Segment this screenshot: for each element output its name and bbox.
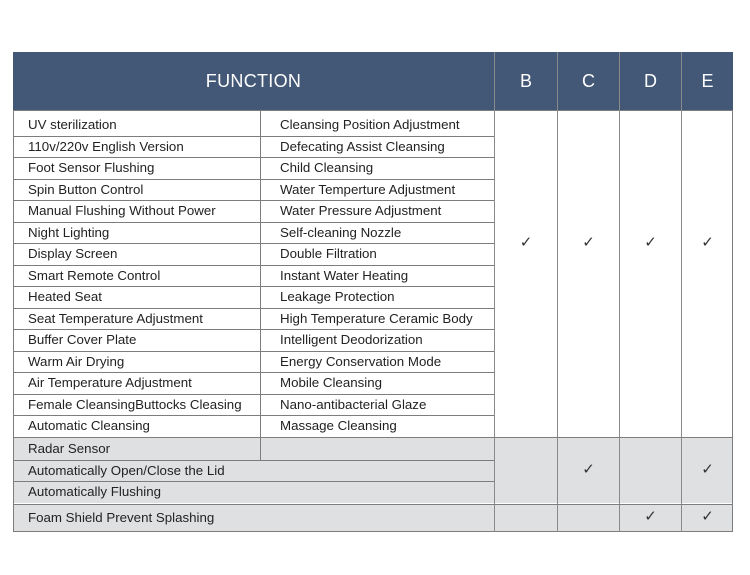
feature-cell: Energy Conservation Mode [280,353,442,369]
grid-line [494,52,495,532]
grid-line [13,329,494,330]
grid-line [13,110,733,111]
feature-cell: 110v/220v English Version [28,138,184,154]
feature-cell: Intelligent Deodorization [280,332,423,347]
grid-line [13,460,494,461]
feature-cell: Massage Cleansing [280,418,397,433]
grid-line [619,52,620,532]
grid-line [13,157,494,158]
grid-line [13,243,494,244]
function-comparison-table [13,52,733,532]
feature-cell: Child Cleansing [280,160,374,175]
grid-line [13,415,494,416]
feature-cell: Buffer Cover Plate [28,332,137,347]
grid-line [13,136,494,137]
grid-line [13,394,494,395]
feature-cell: Double Filtration [280,246,377,261]
check-mark-c: ✓ [582,233,595,251]
header-model-e: E [682,52,733,110]
check-mark-e: ✓ [701,460,714,478]
feature-cell: Air Temperature Adjustment [28,375,192,390]
check-mark-c: ✓ [582,460,595,478]
grid-line [13,437,733,438]
feature-cell: Water Pressure Adjustment [280,203,442,218]
grid-line [13,481,494,482]
feature-cell: Mobile Cleansing [280,375,382,390]
grid-line [260,110,261,460]
feature-cell: Instant Water Heating [280,267,409,283]
grid-line [13,200,494,201]
feature-cell: Spin Button Control [28,181,144,197]
feature-cell: Display Screen [28,246,118,261]
feature-cell: High Temperature Ceramic Body [280,310,473,326]
grid-line [13,504,733,505]
grid-line [13,286,494,287]
grid-line [681,52,682,532]
header-model-c: C [558,52,619,110]
check-mark-e: ✓ [701,233,714,251]
grid-line [13,222,494,223]
header-model-b: B [495,52,557,110]
check-mark-d: ✓ [644,233,657,251]
feature-cell: Self-cleaning Nozzle [280,224,402,240]
feature-cell: Manual Flushing Without Power [28,203,216,218]
feature-cell: Defecating Assist Cleansing [280,138,445,154]
check-mark-d: ✓ [644,507,657,525]
feature-cell: Heated Seat [28,289,102,304]
grid-line [13,372,494,373]
feature-cell: Night Lighting [28,224,110,240]
feature-cell: Warm Air Drying [28,353,125,369]
grid-line [13,531,733,532]
feature-cell: Water Temperture Adjustment [280,181,456,197]
feature-cell: Female CleansingButtocks Cleasing [28,396,242,412]
feature-cell: Radar Sensor [28,441,111,456]
grid-line [13,308,494,309]
grid-line [557,52,558,532]
grid-line [732,110,733,532]
check-mark-e: ✓ [701,507,714,525]
feature-cell: Automatic Cleansing [28,418,150,433]
feature-cell: Smart Remote Control [28,267,161,283]
grid-line [13,110,14,532]
check-mark-b: ✓ [519,233,533,251]
feature-cell: Foot Sensor Flushing [28,160,155,175]
feature-cell: Automatically Open/Close the Lid [28,462,225,478]
grid-line [13,265,494,266]
feature-cell: Automatically Flushing [28,484,162,499]
feature-cell: Foam Shield Prevent Splashing [28,510,215,525]
grid-line [13,351,494,352]
feature-cell: Seat Temperature Adjustment [28,310,203,326]
header-function: FUNCTION [13,52,494,110]
grid-line [13,179,494,180]
feature-cell: Leakage Protection [280,289,395,304]
feature-cell: Cleansing Position Adjustment [280,117,460,132]
feature-cell: UV sterilization [28,117,117,132]
header-model-d: D [620,52,681,110]
feature-cell: Nano-antibacterial Glaze [280,396,427,412]
